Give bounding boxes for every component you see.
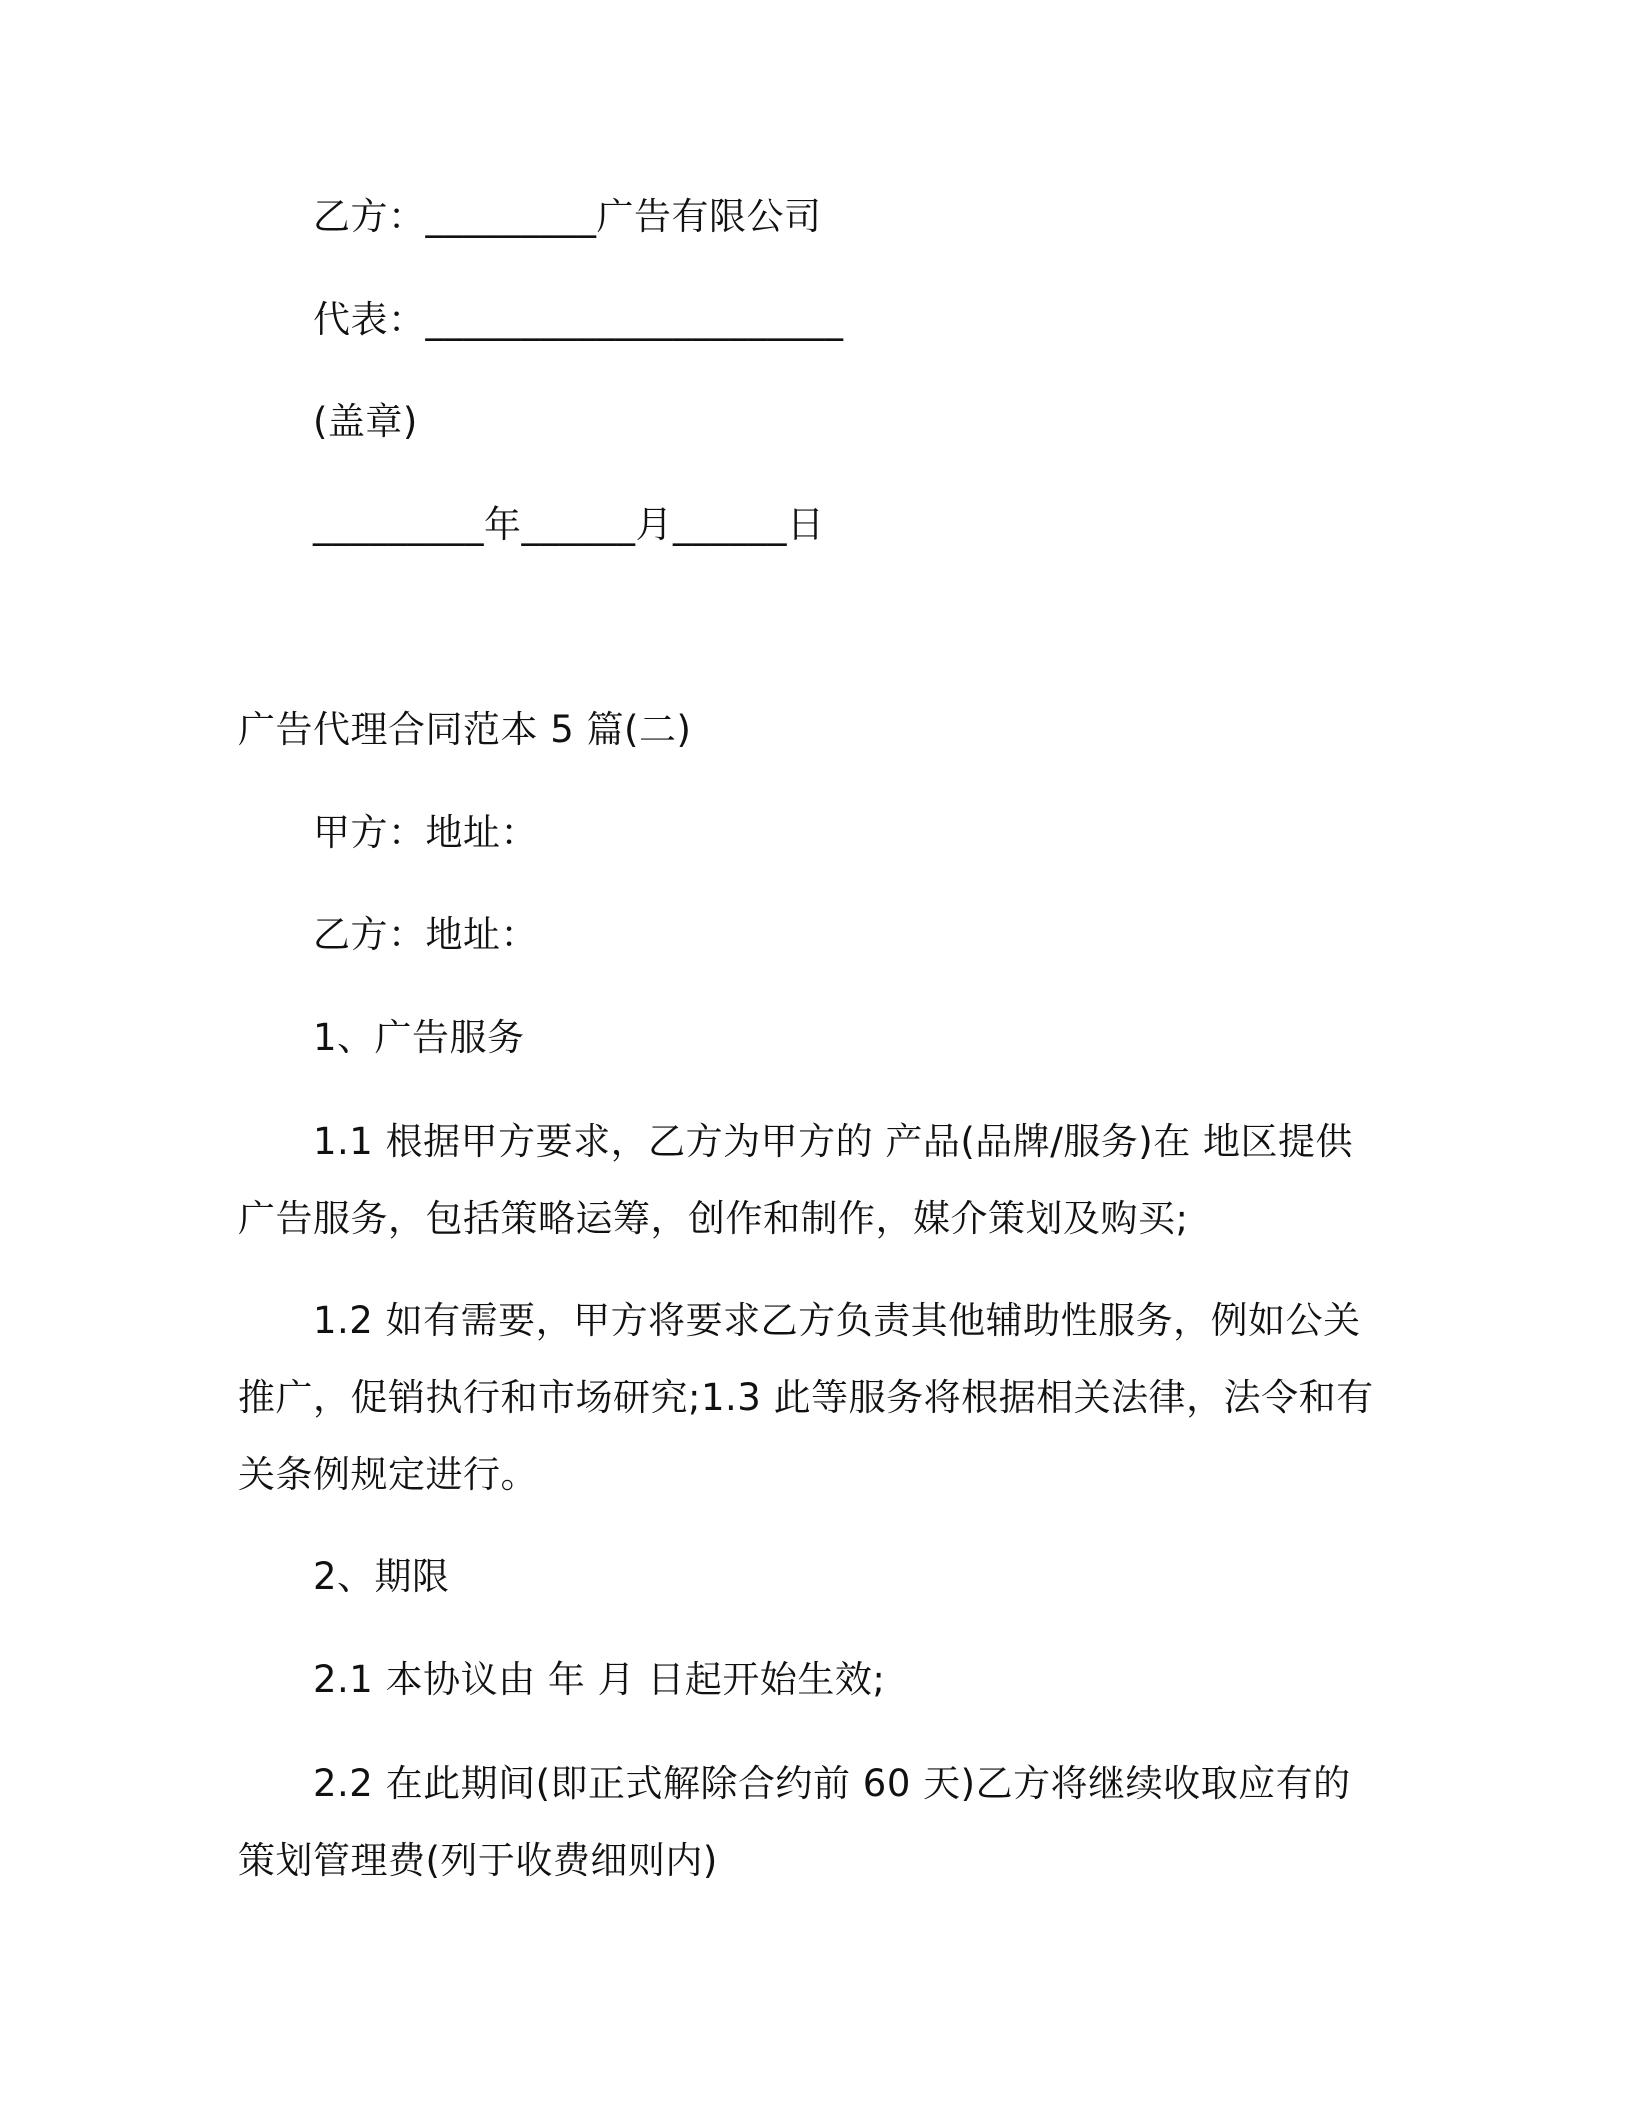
party-b-company-line: 乙方：_________广告有限公司: [313, 195, 822, 238]
seal-line: (盖章): [313, 400, 418, 443]
representative-line: 代表：______________________: [313, 298, 844, 341]
clause-1-1-paragraph: 1.1 根据甲方要求，乙方为甲方的 产品(品牌/服务)在 地区提供广告服务，包括策略运筹，创作和制作，媒介策划及购买;: [238, 1120, 1353, 1240]
clause-2-1-line: 2.1 本协议由 年 月 日起开始生效;: [313, 1658, 886, 1701]
party-a-address-line: 甲方：地址：: [313, 811, 538, 854]
clause-2-2-paragraph: 2.2 在此期间(即正式解除合约前 60 天)乙方将继续收取应有的策划管理费(列于收费细则内): [238, 1762, 1351, 1882]
clause-1-2-paragraph: 1.2 如有需要，甲方将要求乙方负责其他辅助性服务，例如公关推广，促销执行和市场研究;1.3 此等服务将根据相关法律，法令和有关条例规定进行。: [238, 1299, 1374, 1496]
party-b-address-line: 乙方：地址：: [313, 913, 538, 956]
date-line: _________年______月______日: [313, 503, 825, 546]
clause-2-heading: 2、期限: [313, 1555, 450, 1598]
section-title: 广告代理合同范本 5 篇(二): [238, 708, 692, 751]
clause-1-heading: 1、广告服务: [313, 1016, 525, 1059]
